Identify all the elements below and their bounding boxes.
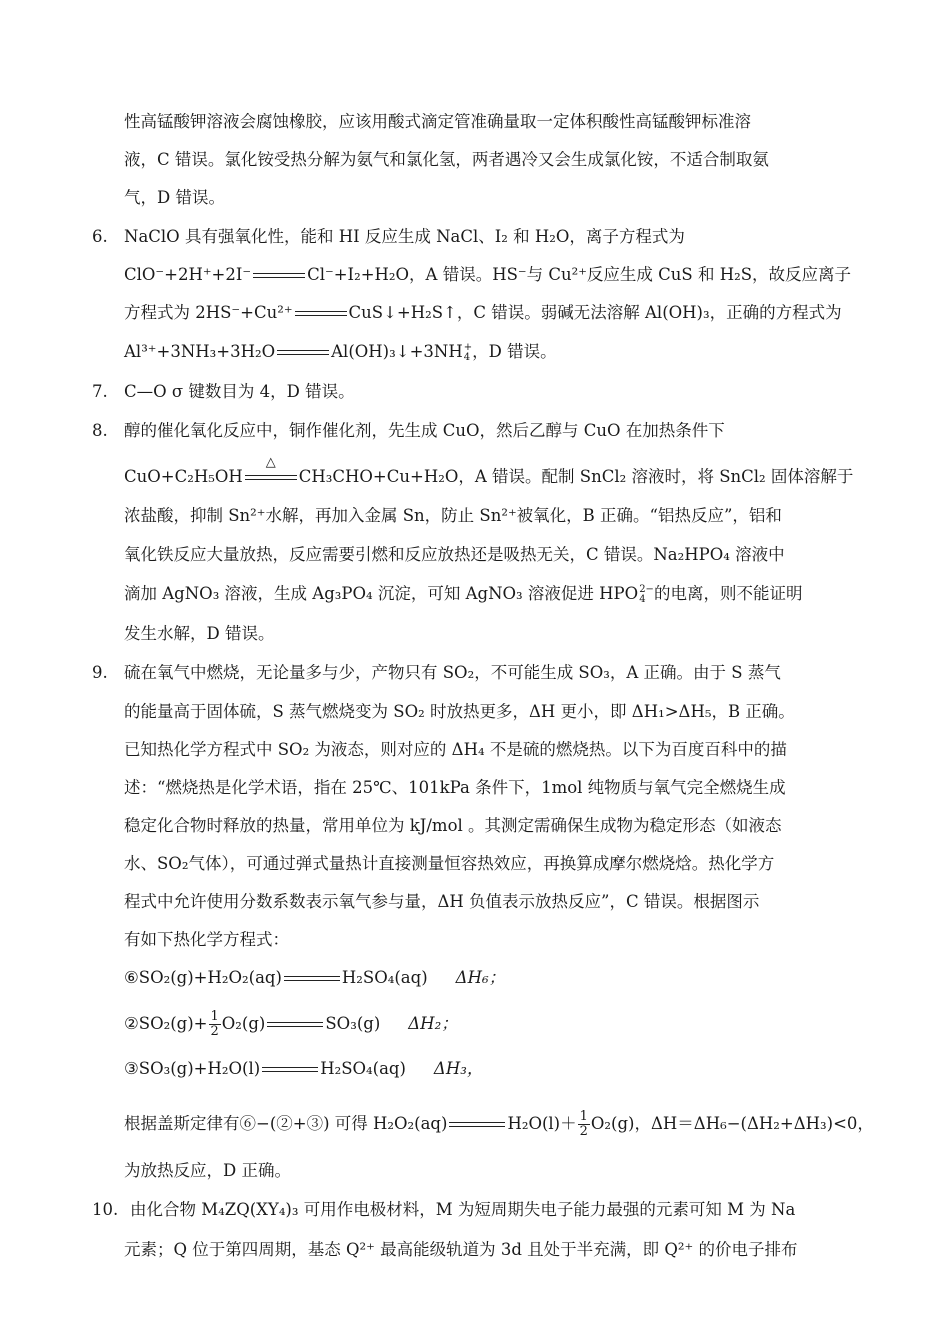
text-line: 有如下热化学方程式： [124, 930, 289, 949]
equal-sign [284, 976, 340, 981]
ion-charge: + 4 [463, 341, 473, 363]
equation-3: ③SO₃(g)+H₂O(l) H₂SO₄(aq) ΔH₃， [124, 1059, 484, 1078]
question-number: 7. [92, 382, 108, 401]
equation-right: Cl⁻+I₂+H₂O，A 错误。HS⁻与 Cu²⁺反应生成 CuS 和 H₂S，故反应离子 [307, 265, 852, 284]
equation-right: Al(OH)₃↓+3NH [331, 342, 463, 361]
question-number: 8. [92, 421, 108, 440]
question-number: 9. [92, 663, 108, 682]
text-line: 稳定化合物时释放的热量，常用单位为 kJ/mol 。其测定需确保生成物为稳定形态（如液态 [124, 816, 782, 835]
text-line: 液，C 错误。氯化铵受热分解为氨气和氯化氢，两者遇冷又会生成氯化铵，不适合制取氨 [124, 150, 769, 169]
text-line: 浓盐酸，抑制 Sn²⁺水解，再加入金属 Sn，防止 Sn²⁺被氧化，B 正确。“铝热反应”，铝和 [124, 506, 782, 525]
text-line: 述：“燃烧热是化学术语，指在 25℃、101kPa 条件下，1mol 纯物质与氧气完全燃烧生成 [124, 778, 786, 797]
text-line: 醇的催化氧化反应中，铜作催化剂，先生成 CuO，然后乙醇与 CuO 在加热条件下 [124, 421, 725, 440]
text-line: 由化合物 M₄ZQ(XY₄)₃ 可用作电极材料，M 为短周期失电子能力最强的元素可知 M 为 Na [130, 1200, 796, 1219]
question-number: 10. [92, 1200, 119, 1219]
text-line: 硫在氧气中燃烧，无论量多与少，产物只有 SO₂，不可能生成 SO₃，A 正确。由于 S 蒸气 [124, 663, 781, 682]
equation-line [124, 455, 854, 489]
text-line: 滴加 AgNO₃ 溶液，生成 Ag₃PO₄ 沉淀，可知 AgNO₃ 溶液促进 HPO 2− 4 的电离，则不能证明 [124, 583, 803, 605]
text-line: NaClO 具有强氧化性，能和 HI 反应生成 NaCl、I₂ 和 H₂O，离子方程式为 [124, 227, 685, 246]
equation-tail: ，D 错误。 [472, 342, 557, 361]
equal-sign [245, 455, 297, 480]
equation-line [124, 263, 851, 287]
text-line: 性高锰酸钾溶液会腐蚀橡胶，应该用酸式滴定管准确量取一定体积酸性高锰酸钾标准溶 [124, 112, 751, 131]
equal-sign [262, 1067, 318, 1072]
fraction-one-half: $\frac{1}{2}$ [579, 1109, 588, 1139]
text-line: 程式中允许使用分数系数表示氧气参与量，ΔH 负值表示放热反应”，C 错误。根据图示 [124, 892, 760, 911]
equal-sign [253, 273, 305, 278]
equal-sign [267, 1022, 323, 1027]
text-line: 已知热化学方程式中 SO₂ 为液态，则对应的 ΔH₄ 不是硫的燃烧热。以下为百度百科中的描 [124, 740, 787, 759]
text-line: C—O σ 键数目为 4，D 错误。 [124, 382, 355, 401]
text-line: 的能量高于固体硫，S 蒸气燃烧变为 SO₂ 时放热更多，ΔH 更小，即 ΔH₁>ΔH₅，B 正确。 [124, 702, 795, 721]
fraction-one-half: $\frac{1}{2}$ [210, 1009, 219, 1039]
heat-condition: △ [265, 455, 276, 470]
text-line: 水、SO₂气体），可通过弹式量热计直接测量恒容热效应，再换算成摩尔燃烧焓。热化学方 [124, 854, 775, 873]
text-line: 发生水解，D 错误。 [124, 624, 275, 643]
equal-sign [295, 311, 347, 316]
equation-left: 方程式为 2HS⁻+Cu²⁺ [124, 303, 293, 322]
ion-charge: 2− 4 [639, 583, 654, 605]
question-number: 6. [92, 227, 108, 246]
equation-right: CuS↓+H₂S↑，C 错误。弱碱无法溶解 Al(OH)₃，正确的方程式为 [348, 303, 842, 322]
text-line: 氧化铁反应大量放热，反应需要引燃和反应放热还是吸热无关，C 错误。Na₂HPO₄ 溶液中 [124, 545, 785, 564]
equal-sign [449, 1122, 505, 1127]
equal-sign [277, 350, 329, 355]
text-line: 气，D 错误。 [124, 188, 225, 207]
equation-left: CuO+C₂H₅OH [124, 467, 243, 486]
equation-6: ⑥SO₂(g)+H₂O₂(aq) H₂SO₄(aq) ΔH₆； [124, 968, 506, 987]
text-line: 元素；Q 位于第四周期，基态 Q²⁺ 最高能级轨道为 3d 且处于半充满，即 Q²⁺ 的价电子排布 [124, 1240, 798, 1259]
equation-left: ClO⁻+2H⁺+2I⁻ [124, 265, 252, 284]
hess-equation: 根据盖斯定律有⑥−(②+③) 可得 H₂O₂(aq) H₂O(l)＋ $\frac{1}{2}$ O₂(g)，ΔH＝ΔH₆−(ΔH₂+ΔH₃)<0， [124, 1109, 874, 1139]
equation-left: Al³⁺+3NH₃+3H₂O [124, 342, 276, 361]
equation-2: ②SO₂(g)+ $\frac{1}{2}$ O₂(g) SO₃(g) ΔH₂； [124, 1009, 458, 1039]
equation-line [124, 301, 842, 325]
equation-right: CH₃CHO+Cu+H₂O，A 错误。配制 SnCl₂ 溶液时，将 SnCl₂ 固体溶解于 [298, 467, 854, 486]
equation-line [124, 340, 557, 364]
text-line: 为放热反应，D 正确。 [124, 1161, 291, 1180]
